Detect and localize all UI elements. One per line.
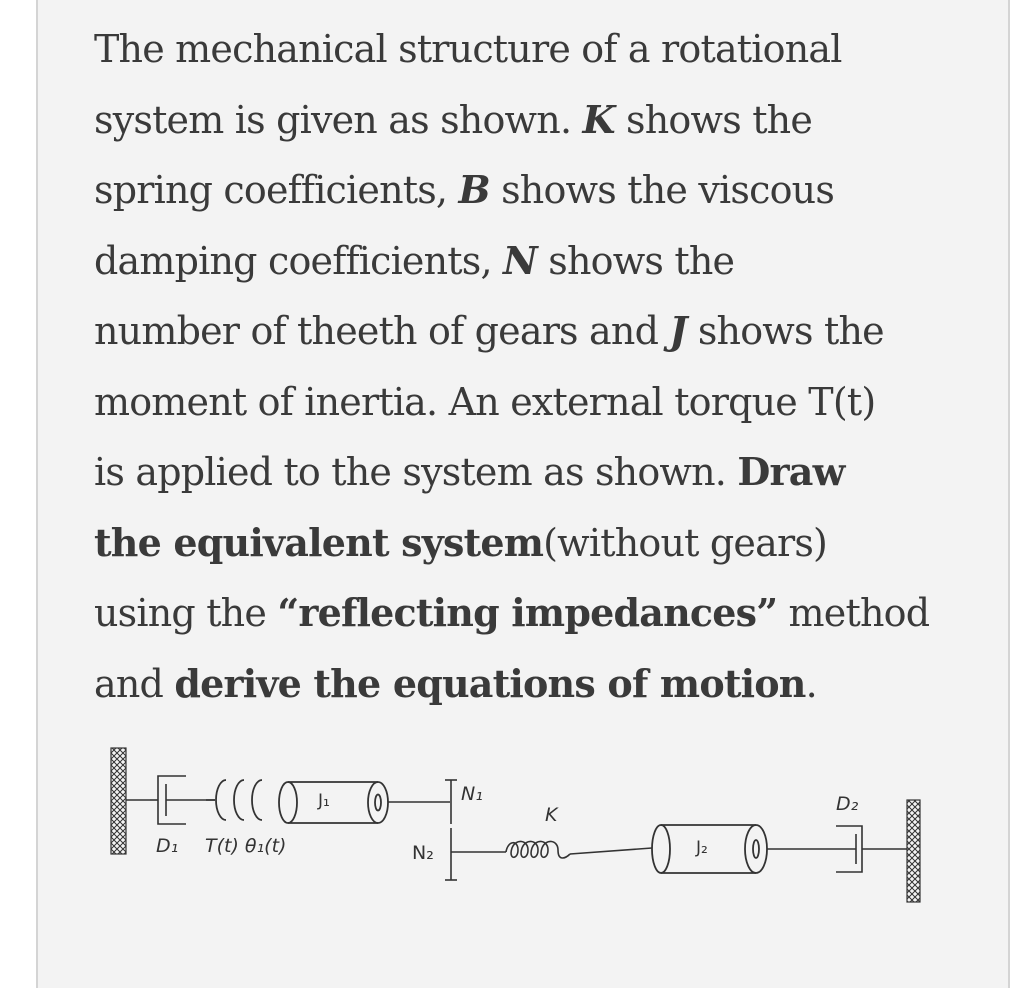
spring-k xyxy=(506,841,652,858)
inertia-j2 xyxy=(652,825,767,873)
emphasized-text: K xyxy=(582,96,615,142)
text-run: method xyxy=(777,591,930,635)
text-run: moment of inertia. An external torque T(t) xyxy=(94,379,876,424)
text-run: is applied to the system as shown. xyxy=(94,450,738,494)
torque-angle-label: T(t) θ₁(t) xyxy=(205,835,287,857)
text-run: The mechanical structure of a rotational xyxy=(94,27,842,71)
emphasized-text: “reflecting impedances” xyxy=(277,590,778,635)
n2-label: N₂ xyxy=(412,842,434,864)
j2-label: J₂ xyxy=(696,838,708,858)
text-run: (without gears) xyxy=(543,520,828,565)
torsion-coils xyxy=(206,780,262,820)
text-run: damping coefficients, xyxy=(94,238,504,283)
emphasized-text: derive the equations of motion xyxy=(174,660,806,706)
text-run: shows the xyxy=(614,97,813,142)
text-run: number of theeth of gears and xyxy=(94,309,670,353)
text-run: system is given as shown. xyxy=(94,97,583,142)
emphasized-text: the equivalent system xyxy=(94,519,544,565)
emphasized-text: B xyxy=(458,167,490,212)
gear-n2 xyxy=(445,828,506,880)
inertia-j1 xyxy=(279,782,388,823)
d1-label: D₁ xyxy=(156,835,179,857)
text-run: spring coefficients, xyxy=(94,168,459,212)
right-wall xyxy=(907,800,920,902)
emphasized-text: Draw xyxy=(737,449,845,494)
text-run: and xyxy=(94,661,175,706)
k-label: K xyxy=(545,804,558,826)
emphasized-text: J xyxy=(669,308,687,353)
text-run: shows the viscous xyxy=(489,168,835,212)
emphasized-text: N xyxy=(503,237,537,283)
text-run: using the xyxy=(94,591,278,635)
left-wall xyxy=(111,748,126,854)
n1-label: N₁ xyxy=(461,783,483,805)
damper-d2 xyxy=(836,826,907,872)
j1-label: J₁ xyxy=(318,791,330,811)
d2-label: D₂ xyxy=(836,793,859,815)
text-run: shows the xyxy=(686,309,884,353)
text-run: . xyxy=(805,661,817,706)
text-run: shows the xyxy=(536,238,735,283)
damper-d1 xyxy=(150,776,206,824)
